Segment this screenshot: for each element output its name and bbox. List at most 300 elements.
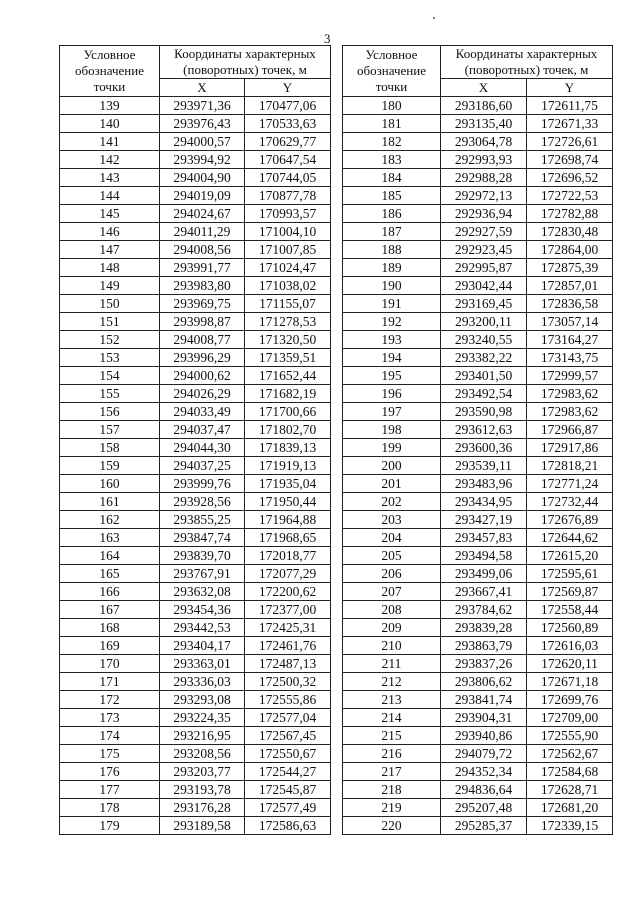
table-row <box>60 511 331 529</box>
table-row <box>343 187 613 205</box>
table-row <box>343 223 613 241</box>
point-id-cell: 168 <box>60 619 160 637</box>
point-id-cell: 200 <box>343 457 441 475</box>
y-coordinate-cell: 172983,62 <box>527 385 613 403</box>
header-y-label: Y <box>527 79 613 97</box>
x-coordinate-cell: 293539,11 <box>441 457 527 475</box>
point-id-cell: 192 <box>343 313 441 331</box>
table-row <box>60 115 331 133</box>
point-id-cell: 169 <box>60 637 160 655</box>
table-row <box>343 475 613 493</box>
x-coordinate-cell: 293454,36 <box>160 601 245 619</box>
x-coordinate-cell: 293847,74 <box>160 529 245 547</box>
x-coordinate-cell: 293928,56 <box>160 493 245 511</box>
point-id-cell: 160 <box>60 475 160 493</box>
point-id-cell: 162 <box>60 511 160 529</box>
x-coordinate-cell: 293189,58 <box>160 817 245 835</box>
right-table-body <box>343 97 613 835</box>
y-coordinate-cell: 172560,89 <box>527 619 613 637</box>
x-coordinate-cell: 293806,62 <box>441 673 527 691</box>
table-row <box>343 763 613 781</box>
table-row <box>343 529 613 547</box>
x-coordinate-cell: 293976,43 <box>160 115 245 133</box>
table-row <box>343 709 613 727</box>
point-id-cell: 150 <box>60 295 160 313</box>
point-id-cell: 171 <box>60 673 160 691</box>
table-row <box>60 187 331 205</box>
table-row <box>60 781 331 799</box>
table-row <box>343 97 613 115</box>
table-row <box>60 619 331 637</box>
table-row <box>343 241 613 259</box>
point-id-cell: 155 <box>60 385 160 403</box>
y-coordinate-cell: 172699,76 <box>527 691 613 709</box>
table-row <box>60 295 331 313</box>
x-coordinate-cell: 292995,87 <box>441 259 527 277</box>
table-row <box>60 691 331 709</box>
x-coordinate-cell: 294079,72 <box>441 745 527 763</box>
y-coordinate-cell: 172584,68 <box>527 763 613 781</box>
table-row <box>60 331 331 349</box>
point-id-cell: 203 <box>343 511 441 529</box>
point-id-cell: 151 <box>60 313 160 331</box>
table-row <box>343 727 613 745</box>
y-coordinate-cell: 171802,70 <box>245 421 331 439</box>
table-row <box>343 133 613 151</box>
y-coordinate-cell: 172595,61 <box>527 565 613 583</box>
x-coordinate-cell: 293612,63 <box>441 421 527 439</box>
header-coords-label: Координаты характерных (поворотных) точек, м <box>160 46 331 79</box>
point-id-cell: 154 <box>60 367 160 385</box>
page-number: 3 <box>324 31 331 46</box>
x-coordinate-cell: 294037,47 <box>160 421 245 439</box>
x-coordinate-cell: 293499,06 <box>441 565 527 583</box>
x-coordinate-cell: 293494,58 <box>441 547 527 565</box>
coordinates-table-left <box>59 45 331 835</box>
point-id-cell: 166 <box>60 583 160 601</box>
table-row <box>60 205 331 223</box>
point-id-cell: 193 <box>343 331 441 349</box>
header-point-label: Условное обозначение точки <box>60 46 160 97</box>
x-coordinate-cell: 293483,96 <box>441 475 527 493</box>
table-row <box>60 133 331 151</box>
y-coordinate-cell: 172555,90 <box>527 727 613 745</box>
scan-speck <box>433 17 435 19</box>
x-coordinate-cell: 293042,44 <box>441 277 527 295</box>
table-row <box>343 169 613 187</box>
table-row <box>343 367 613 385</box>
point-id-cell: 198 <box>343 421 441 439</box>
table-row <box>60 277 331 295</box>
point-id-cell: 149 <box>60 277 160 295</box>
y-coordinate-cell: 172671,18 <box>527 673 613 691</box>
point-id-cell: 148 <box>60 259 160 277</box>
table-row <box>60 493 331 511</box>
y-coordinate-cell: 172917,86 <box>527 439 613 457</box>
x-coordinate-cell: 293186,60 <box>441 97 527 115</box>
y-coordinate-cell: 172377,00 <box>245 601 331 619</box>
y-coordinate-cell: 170477,06 <box>245 97 331 115</box>
point-id-cell: 145 <box>60 205 160 223</box>
x-coordinate-cell: 293983,80 <box>160 277 245 295</box>
y-coordinate-cell: 172615,20 <box>527 547 613 565</box>
table-row <box>343 781 613 799</box>
x-coordinate-cell: 294033,49 <box>160 403 245 421</box>
x-coordinate-cell: 293971,36 <box>160 97 245 115</box>
y-coordinate-cell: 172425,31 <box>245 619 331 637</box>
y-coordinate-cell: 172818,21 <box>527 457 613 475</box>
y-coordinate-cell: 172339,15 <box>527 817 613 835</box>
table-row <box>60 403 331 421</box>
y-coordinate-cell: 171935,04 <box>245 475 331 493</box>
x-coordinate-cell: 293996,29 <box>160 349 245 367</box>
y-coordinate-cell: 171652,44 <box>245 367 331 385</box>
point-id-cell: 187 <box>343 223 441 241</box>
y-coordinate-cell: 171682,19 <box>245 385 331 403</box>
x-coordinate-cell: 294019,09 <box>160 187 245 205</box>
point-id-cell: 170 <box>60 655 160 673</box>
x-coordinate-cell: 294011,29 <box>160 223 245 241</box>
y-coordinate-cell: 172726,61 <box>527 133 613 151</box>
y-coordinate-cell: 172545,87 <box>245 781 331 799</box>
header-x-label: X <box>441 79 527 97</box>
point-id-cell: 210 <box>343 637 441 655</box>
table-row <box>343 691 613 709</box>
point-id-cell: 191 <box>343 295 441 313</box>
x-coordinate-cell: 292936,94 <box>441 205 527 223</box>
x-coordinate-cell: 293176,28 <box>160 799 245 817</box>
y-coordinate-cell: 172671,33 <box>527 115 613 133</box>
table-row <box>60 673 331 691</box>
point-id-cell: 157 <box>60 421 160 439</box>
table-row <box>343 439 613 457</box>
y-coordinate-cell: 172698,74 <box>527 151 613 169</box>
x-coordinate-cell: 293839,70 <box>160 547 245 565</box>
y-coordinate-cell: 170993,57 <box>245 205 331 223</box>
x-coordinate-cell: 293994,92 <box>160 151 245 169</box>
table-row <box>343 205 613 223</box>
y-coordinate-cell: 172771,24 <box>527 475 613 493</box>
point-id-cell: 215 <box>343 727 441 745</box>
point-id-cell: 177 <box>60 781 160 799</box>
x-coordinate-cell: 292923,45 <box>441 241 527 259</box>
table-row <box>60 529 331 547</box>
table-row <box>343 565 613 583</box>
point-id-cell: 205 <box>343 547 441 565</box>
point-id-cell: 196 <box>343 385 441 403</box>
point-id-cell: 185 <box>343 187 441 205</box>
y-coordinate-cell: 172586,63 <box>245 817 331 835</box>
point-id-cell: 172 <box>60 691 160 709</box>
point-id-cell: 175 <box>60 745 160 763</box>
point-id-cell: 183 <box>343 151 441 169</box>
x-coordinate-cell: 293404,17 <box>160 637 245 655</box>
x-coordinate-cell: 294044,30 <box>160 439 245 457</box>
table-row <box>343 385 613 403</box>
y-coordinate-cell: 172616,03 <box>527 637 613 655</box>
y-coordinate-cell: 172577,49 <box>245 799 331 817</box>
table-row <box>343 511 613 529</box>
table-row <box>60 727 331 745</box>
y-coordinate-cell: 172875,39 <box>527 259 613 277</box>
point-id-cell: 174 <box>60 727 160 745</box>
y-coordinate-cell: 171968,65 <box>245 529 331 547</box>
y-coordinate-cell: 172558,44 <box>527 601 613 619</box>
point-id-cell: 216 <box>343 745 441 763</box>
point-id-cell: 141 <box>60 133 160 151</box>
table-row <box>60 817 331 835</box>
table-row <box>343 817 613 835</box>
y-coordinate-cell: 172830,48 <box>527 223 613 241</box>
x-coordinate-cell: 293135,40 <box>441 115 527 133</box>
y-coordinate-cell: 172732,44 <box>527 493 613 511</box>
table-row <box>60 97 331 115</box>
x-coordinate-cell: 294000,62 <box>160 367 245 385</box>
table-row <box>343 673 613 691</box>
y-coordinate-cell: 170647,54 <box>245 151 331 169</box>
x-coordinate-cell: 294836,64 <box>441 781 527 799</box>
y-coordinate-cell: 171700,66 <box>245 403 331 421</box>
table-row <box>60 151 331 169</box>
header-x-label: X <box>160 79 245 97</box>
point-id-cell: 147 <box>60 241 160 259</box>
table-row <box>60 367 331 385</box>
y-coordinate-cell: 172864,00 <box>527 241 613 259</box>
y-coordinate-cell: 171038,02 <box>245 277 331 295</box>
x-coordinate-cell: 293200,11 <box>441 313 527 331</box>
x-coordinate-cell: 293991,77 <box>160 259 245 277</box>
y-coordinate-cell: 171919,13 <box>245 457 331 475</box>
y-coordinate-cell: 172461,76 <box>245 637 331 655</box>
point-id-cell: 197 <box>343 403 441 421</box>
table-row <box>60 223 331 241</box>
point-id-cell: 206 <box>343 565 441 583</box>
table-row <box>60 385 331 403</box>
y-coordinate-cell: 172018,77 <box>245 547 331 565</box>
y-coordinate-cell: 172782,88 <box>527 205 613 223</box>
x-coordinate-cell: 293208,56 <box>160 745 245 763</box>
table-row <box>343 421 613 439</box>
point-id-cell: 189 <box>343 259 441 277</box>
y-coordinate-cell: 170629,77 <box>245 133 331 151</box>
x-coordinate-cell: 293442,53 <box>160 619 245 637</box>
table-row <box>60 241 331 259</box>
point-id-cell: 199 <box>343 439 441 457</box>
x-coordinate-cell: 293363,01 <box>160 655 245 673</box>
x-coordinate-cell: 293240,55 <box>441 331 527 349</box>
table-row <box>343 547 613 565</box>
y-coordinate-cell: 170744,05 <box>245 169 331 187</box>
x-coordinate-cell: 292988,28 <box>441 169 527 187</box>
table-row <box>343 331 613 349</box>
table-row <box>343 277 613 295</box>
point-id-cell: 188 <box>343 241 441 259</box>
point-id-cell: 219 <box>343 799 441 817</box>
y-coordinate-cell: 171004,10 <box>245 223 331 241</box>
x-coordinate-cell: 293667,41 <box>441 583 527 601</box>
y-coordinate-cell: 172696,52 <box>527 169 613 187</box>
y-coordinate-cell: 172555,86 <box>245 691 331 709</box>
point-id-cell: 165 <box>60 565 160 583</box>
point-id-cell: 202 <box>343 493 441 511</box>
y-coordinate-cell: 170877,78 <box>245 187 331 205</box>
x-coordinate-cell: 293203,77 <box>160 763 245 781</box>
x-coordinate-cell: 293169,45 <box>441 295 527 313</box>
table-row <box>343 745 613 763</box>
y-coordinate-cell: 172500,32 <box>245 673 331 691</box>
table-row <box>343 493 613 511</box>
x-coordinate-cell: 293940,86 <box>441 727 527 745</box>
table-row <box>343 799 613 817</box>
table-row <box>60 439 331 457</box>
table-row <box>343 457 613 475</box>
table-row <box>60 565 331 583</box>
table-row <box>60 583 331 601</box>
x-coordinate-cell: 293784,62 <box>441 601 527 619</box>
point-id-cell: 190 <box>343 277 441 295</box>
point-id-cell: 176 <box>60 763 160 781</box>
x-coordinate-cell: 293632,08 <box>160 583 245 601</box>
y-coordinate-cell: 172200,62 <box>245 583 331 601</box>
point-id-cell: 208 <box>343 601 441 619</box>
x-coordinate-cell: 293837,26 <box>441 655 527 673</box>
y-coordinate-cell: 171024,47 <box>245 259 331 277</box>
y-coordinate-cell: 172611,75 <box>527 97 613 115</box>
x-coordinate-cell: 293064,78 <box>441 133 527 151</box>
point-id-cell: 218 <box>343 781 441 799</box>
table-row <box>60 745 331 763</box>
x-coordinate-cell: 293767,91 <box>160 565 245 583</box>
table-row <box>343 295 613 313</box>
x-coordinate-cell: 292927,59 <box>441 223 527 241</box>
y-coordinate-cell: 170533,63 <box>245 115 331 133</box>
point-id-cell: 212 <box>343 673 441 691</box>
y-coordinate-cell: 172966,87 <box>527 421 613 439</box>
point-id-cell: 178 <box>60 799 160 817</box>
y-coordinate-cell: 171278,53 <box>245 313 331 331</box>
point-id-cell: 181 <box>343 115 441 133</box>
point-id-cell: 152 <box>60 331 160 349</box>
y-coordinate-cell: 171964,88 <box>245 511 331 529</box>
y-coordinate-cell: 173164,27 <box>527 331 613 349</box>
x-coordinate-cell: 294024,67 <box>160 205 245 223</box>
x-coordinate-cell: 294000,57 <box>160 133 245 151</box>
x-coordinate-cell: 292993,93 <box>441 151 527 169</box>
x-coordinate-cell: 293427,19 <box>441 511 527 529</box>
table-row <box>343 115 613 133</box>
left-table-body <box>60 97 331 835</box>
y-coordinate-cell: 172577,04 <box>245 709 331 727</box>
table-row <box>60 313 331 331</box>
y-coordinate-cell: 172562,67 <box>527 745 613 763</box>
y-coordinate-cell: 172681,20 <box>527 799 613 817</box>
y-coordinate-cell: 172487,13 <box>245 655 331 673</box>
table-row <box>60 601 331 619</box>
table-row <box>343 259 613 277</box>
table-row <box>60 349 331 367</box>
table-row <box>60 475 331 493</box>
point-id-cell: 182 <box>343 133 441 151</box>
table-row <box>60 763 331 781</box>
point-id-cell: 156 <box>60 403 160 421</box>
point-id-cell: 204 <box>343 529 441 547</box>
y-coordinate-cell: 172569,87 <box>527 583 613 601</box>
point-id-cell: 201 <box>343 475 441 493</box>
y-coordinate-cell: 173143,75 <box>527 349 613 367</box>
y-coordinate-cell: 172077,29 <box>245 565 331 583</box>
table-row <box>343 601 613 619</box>
y-coordinate-cell: 171950,44 <box>245 493 331 511</box>
x-coordinate-cell: 293839,28 <box>441 619 527 637</box>
y-coordinate-cell: 171359,51 <box>245 349 331 367</box>
point-id-cell: 184 <box>343 169 441 187</box>
point-id-cell: 211 <box>343 655 441 673</box>
x-coordinate-cell: 293600,36 <box>441 439 527 457</box>
table-row <box>343 349 613 367</box>
x-coordinate-cell: 293590,98 <box>441 403 527 421</box>
table-row <box>60 259 331 277</box>
x-coordinate-cell: 293969,75 <box>160 295 245 313</box>
table-row <box>60 457 331 475</box>
coordinates-table-right <box>342 45 613 835</box>
table-row <box>60 547 331 565</box>
point-id-cell: 186 <box>343 205 441 223</box>
x-coordinate-cell: 293224,35 <box>160 709 245 727</box>
x-coordinate-cell: 293863,79 <box>441 637 527 655</box>
x-coordinate-cell: 294352,34 <box>441 763 527 781</box>
x-coordinate-cell: 293293,08 <box>160 691 245 709</box>
table-row <box>60 655 331 673</box>
table-row <box>60 709 331 727</box>
point-id-cell: 140 <box>60 115 160 133</box>
y-coordinate-cell: 172983,62 <box>527 403 613 421</box>
table-row <box>343 403 613 421</box>
x-coordinate-cell: 295207,48 <box>441 799 527 817</box>
y-coordinate-cell: 173057,14 <box>527 313 613 331</box>
table-row <box>343 313 613 331</box>
point-id-cell: 159 <box>60 457 160 475</box>
y-coordinate-cell: 172676,89 <box>527 511 613 529</box>
x-coordinate-cell: 293904,31 <box>441 709 527 727</box>
y-coordinate-cell: 172628,71 <box>527 781 613 799</box>
x-coordinate-cell: 294008,56 <box>160 241 245 259</box>
point-id-cell: 164 <box>60 547 160 565</box>
y-coordinate-cell: 172857,01 <box>527 277 613 295</box>
point-id-cell: 161 <box>60 493 160 511</box>
table-row <box>343 655 613 673</box>
y-coordinate-cell: 172836,58 <box>527 295 613 313</box>
y-coordinate-cell: 172644,62 <box>527 529 613 547</box>
table-row <box>60 799 331 817</box>
x-coordinate-cell: 294026,29 <box>160 385 245 403</box>
x-coordinate-cell: 295285,37 <box>441 817 527 835</box>
y-coordinate-cell: 171320,50 <box>245 331 331 349</box>
point-id-cell: 139 <box>60 97 160 115</box>
table-row <box>60 169 331 187</box>
point-id-cell: 167 <box>60 601 160 619</box>
y-coordinate-cell: 172709,00 <box>527 709 613 727</box>
point-id-cell: 180 <box>343 97 441 115</box>
header-point-label: Условное обозначение точки <box>343 46 441 97</box>
point-id-cell: 144 <box>60 187 160 205</box>
table-row <box>60 421 331 439</box>
header-y-label: Y <box>245 79 331 97</box>
point-id-cell: 179 <box>60 817 160 835</box>
y-coordinate-cell: 172999,57 <box>527 367 613 385</box>
y-coordinate-cell: 172722,53 <box>527 187 613 205</box>
x-coordinate-cell: 293434,95 <box>441 493 527 511</box>
header-coords-label: Координаты характерных (поворотных) точек, м <box>441 46 613 79</box>
